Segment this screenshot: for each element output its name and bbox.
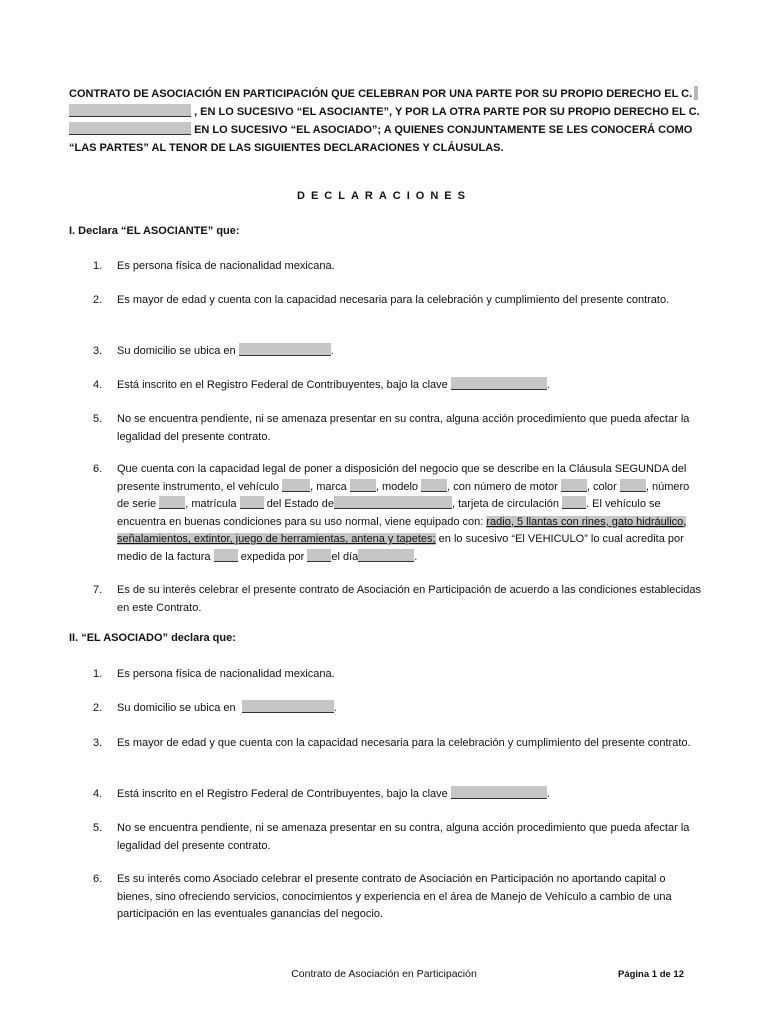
list-item (93, 582, 703, 617)
item-number: 3. (93, 345, 103, 357)
list-item (93, 871, 703, 924)
item-number: 5. (93, 822, 103, 834)
blank-expedida[interactable] (307, 549, 331, 562)
blank-dia[interactable] (358, 549, 414, 562)
item-text-part: del Estado de (266, 498, 334, 510)
item-text (117, 786, 703, 804)
blank-factura[interactable] (214, 549, 238, 562)
item-number: 1. (93, 260, 103, 272)
section-2-title: II. “EL ASOCIADO” declara que: (69, 632, 236, 644)
item-number: 6. (93, 463, 103, 475)
item-text-part: Que cuenta con la capacidad legal de poner a disposición del negocio que se describe en la Cláusula SEGUNDA del presente instrumento, el vehículo (117, 463, 687, 493)
blank-matricula[interactable] (240, 496, 264, 509)
item-text-part: , color (586, 480, 617, 493)
list-item (93, 343, 703, 361)
item-number: 1. (93, 668, 103, 680)
item-text-part: , tarjeta de circulación (451, 498, 559, 510)
item-number: 2. (93, 702, 103, 714)
footer-page-number: Página 1 de 12 (618, 969, 685, 980)
item-text-part: . (546, 788, 550, 800)
item-text-part: , matrícula (185, 498, 237, 510)
item-text (117, 700, 703, 718)
item-text-part: Está inscrito en el Registro Federal de Contribuyentes, bajo la clave (117, 788, 448, 800)
list-item (93, 735, 703, 753)
list-item (93, 700, 703, 718)
item-text (117, 343, 703, 361)
list-item (93, 820, 703, 855)
item-number: 7. (93, 584, 103, 596)
item-text-part: , con número de motor (447, 480, 558, 493)
item-text-part: Está inscrito en el Registro Federal de Contribuyentes, bajo la clave (117, 379, 448, 391)
item-text: No se encuentra pendiente, ni se amenaza presentar en su contra, alguna acción procedimiento que pueda afectar la legalidad del presente contrato. (117, 413, 690, 443)
item-text: Es persona física de nacionalidad mexicana. (117, 260, 335, 272)
list-item (93, 411, 703, 446)
blank-vehiculo[interactable] (282, 479, 310, 492)
item-text: Es persona física de nacionalidad mexicana. (117, 668, 335, 680)
declarations-heading: DECLARACIONES (297, 190, 471, 202)
list-item (93, 666, 703, 684)
item-text: Es mayor de edad y cuenta con la capacidad necesaria para la celebración y cumplimiento del presente contrato. (117, 294, 670, 306)
item-text-part: en lo sucesivo “El VEHICULO” lo cual acredita por medio de la factura (117, 533, 684, 563)
item-text (117, 377, 703, 395)
item-text-part: expedida por (240, 550, 305, 563)
intro-text-1: CONTRATO DE ASOCIACIÓN EN PARTICIPACIÓN QUE CELEBRAN POR UNA PARTE POR SU PROPIO DERECHO EL C. (69, 88, 693, 100)
blank-asociado-name[interactable] (69, 122, 191, 135)
item-text: No se encuentra pendiente, ni se amenaza presentar en su contra, alguna acción procedimiento que pueda afectar la legalidad del presente contrato. (117, 822, 690, 852)
list-item (93, 258, 703, 276)
item-text-part: , marca (310, 480, 347, 493)
item-text-part: Su domicilio se ubica en (117, 702, 236, 714)
blank-color[interactable] (620, 479, 646, 492)
list-item (93, 786, 703, 804)
intro-text-2: , EN LO SUCESIVO “EL ASOCIANTE”, Y POR LA OTRA PARTE POR SU PROPIO DERECHO EL C. (194, 106, 700, 118)
blank-motor[interactable] (561, 479, 587, 492)
item-text: Es mayor de edad y que cuenta con la capacidad necesaria para la celebración y cumplimiento del presente contrato. (117, 737, 691, 749)
list-item (93, 461, 703, 566)
blank-rfc[interactable] (451, 377, 547, 390)
item-number: 6. (93, 873, 103, 885)
item-text: Es su interés como Asociado celebrar el presente contrato de Asociación en Participación no aportando capital o bienes, sino ofreciendo servicios, conocimientos y experiencia en el área de Manejo de Vehículo a cambio de una participación en las eventuales ganancias del negocio. (117, 873, 672, 920)
blank-domicilio[interactable] (239, 343, 331, 356)
item-text-part: . (333, 702, 337, 714)
text-cursor (694, 86, 698, 100)
item-text-part: el día (331, 550, 359, 563)
section-1-title: I. Declara “EL ASOCIANTE” que: (69, 225, 240, 237)
contract-intro (69, 85, 709, 157)
item-text-part: . El vehículo se encuentra en buenas condiciones para su uso normal, viene equipado con: (117, 498, 661, 528)
item-text-part: . (546, 379, 550, 391)
equipment-highlight: radio, 5 llantas con rines, gato hidráulico, señalamientos, extintor, juego de herramientas, antena y tapetes; (117, 515, 687, 545)
blank-modelo[interactable] (421, 479, 447, 492)
blank-rfc-asociado[interactable] (451, 786, 547, 799)
item-number: 5. (93, 413, 103, 425)
item-text-part: Su domicilio se ubica en (117, 345, 236, 357)
item-text-part: , modelo (375, 480, 419, 493)
list-item (93, 377, 703, 395)
footer-title: Contrato de Asociación en Participación (291, 968, 477, 980)
item-number: 2. (93, 294, 103, 306)
item-number: 3. (93, 737, 103, 749)
item-text: Que cuenta con la capacidad legal de poner a disposición del negocio que se describe en la Cláusula SEGUNDA del presente instrumento, el vehículo , marca , modelo , con número de motor , color , número de serie , matrícula del Estado de , tarjeta de circulación . El vehículo se encuentra en buenas condiciones para su uso normal, viene equipado con: radio, 5 llantas con rines, gato hidráulico, señalamientos, extintor, juego de herramientas, antena y tapetes; en lo sucesivo “El VEHICULO” lo cual acredita por medio de la factura expedida por el día . (117, 463, 690, 563)
blank-asociante-name[interactable] (69, 104, 191, 117)
item-text: Es de su interés celebrar el presente contrato de Asociación en Participación de acuerdo a las condiciones establecidas en este Contrato. (117, 584, 701, 614)
blank-estado[interactable] (334, 496, 452, 509)
item-number: 4. (93, 379, 103, 391)
blank-marca[interactable] (350, 479, 376, 492)
item-text-part: . (330, 345, 334, 357)
list-item (93, 292, 703, 310)
blank-domicilio-asociado[interactable] (242, 700, 334, 713)
blank-serie[interactable] (159, 496, 185, 509)
blank-tarjeta[interactable] (562, 496, 586, 509)
intro-text-3: EN LO SUCESIVO “EL ASOCIADO”; A QUIENES CONJUNTAMENTE SE LES CONOCERÁ COMO “LAS PARTES” AL TENOR DE LAS SIGUIENTES DECLARACIONES Y CLÁUSULAS. (69, 124, 693, 154)
item-text-part: , número de serie (117, 480, 690, 510)
item-number: 4. (93, 788, 103, 800)
